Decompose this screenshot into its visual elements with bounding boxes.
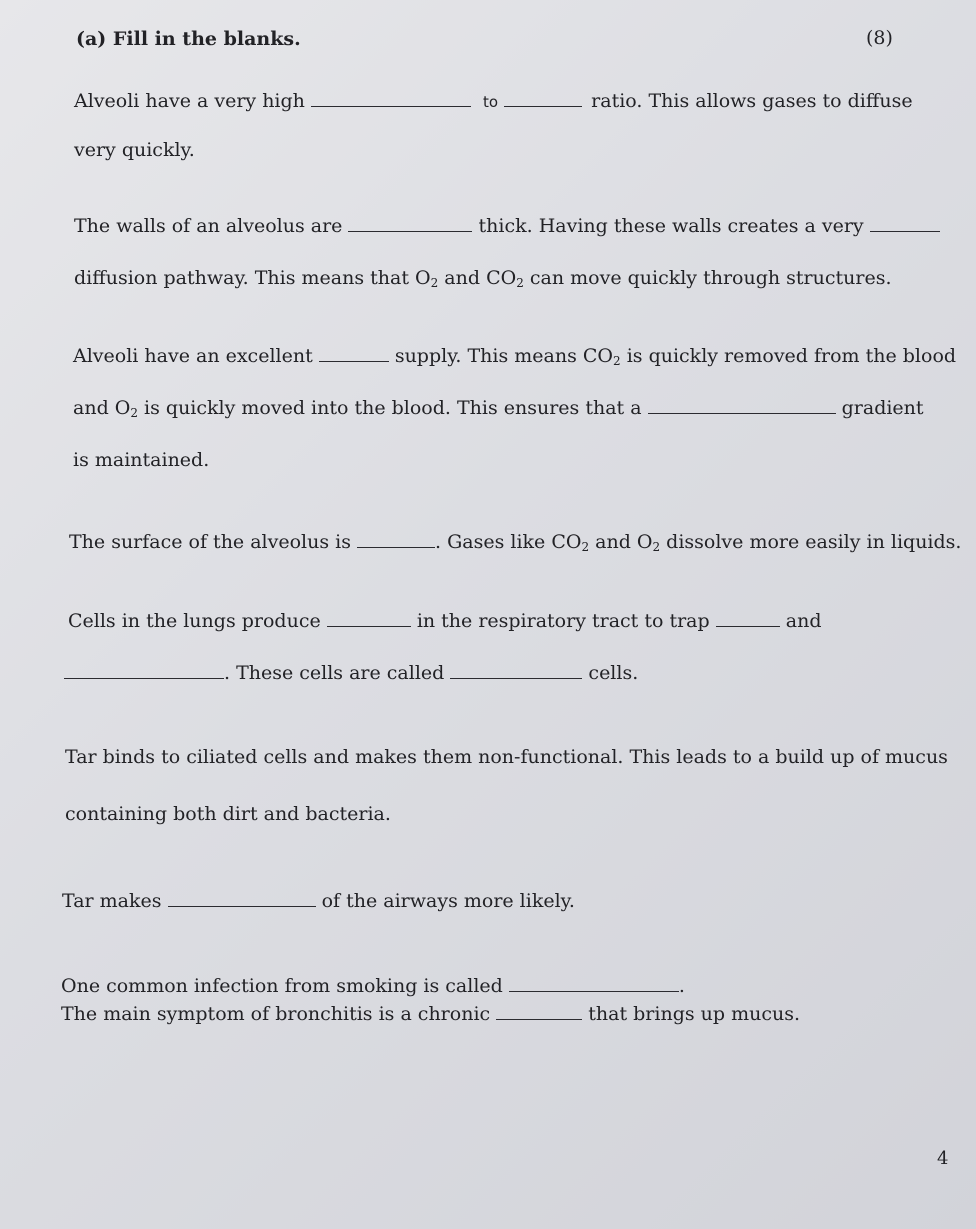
q1-blank-1[interactable] xyxy=(311,90,471,107)
q5-blank-4[interactable] xyxy=(450,662,582,679)
q5-text-1: Cells in the lungs produce xyxy=(68,610,321,632)
page-number: 4 xyxy=(937,1148,949,1169)
q2-o2: $O_2$ xyxy=(415,267,439,290)
sentence-q9-line1 xyxy=(61,1002,800,1026)
sentence-q8-line1 xyxy=(61,974,685,998)
q4-text-1: The surface of the alveolus is xyxy=(69,531,351,553)
q2-text-4: can move quickly through structures. xyxy=(523,267,892,289)
q1-text-3: ratio. This allows gases to diffuse xyxy=(591,90,913,112)
q4-blank-1[interactable] xyxy=(357,531,435,548)
q3-blank-1[interactable] xyxy=(319,345,389,362)
q1-blank-2[interactable] xyxy=(504,90,582,107)
q4-o2: $O_2$ xyxy=(636,531,661,554)
q2-and: and xyxy=(438,267,487,289)
q5-blank-1[interactable] xyxy=(327,610,411,627)
q5-text-5: cells. xyxy=(588,662,639,684)
q2-blank-2[interactable] xyxy=(870,215,940,232)
q9-blank-1[interactable] xyxy=(496,1003,582,1020)
sentence-q4-line1 xyxy=(69,530,961,559)
q4-co2: $CO_2$ xyxy=(551,531,590,554)
q3-text-1: Alveoli have an excellent xyxy=(73,345,313,367)
q8-text-2: . xyxy=(678,975,685,997)
q2-co2: $CO_2$ xyxy=(486,267,524,290)
sentence-q2-line2 xyxy=(74,266,892,295)
q3-text-5: is quickly moved into the blood. This ensures that a xyxy=(138,397,642,419)
q1-text-1: Alveoli have a very high xyxy=(74,90,305,112)
header-title: (a) Fill in the blanks. xyxy=(76,28,301,50)
q5-blank-2[interactable] xyxy=(716,610,780,627)
q7-blank-1[interactable] xyxy=(168,890,316,907)
sentence-q2-line1 xyxy=(74,214,940,238)
q3-text-3: is quickly removed from the blood xyxy=(620,345,957,367)
q3-text-4: and xyxy=(73,397,109,419)
marks-label: (8) xyxy=(866,27,893,49)
q2-text-3: diffusion pathway. This means that xyxy=(74,267,409,289)
sentence-q1-line1 xyxy=(74,89,913,114)
q5-text-3: and xyxy=(785,610,822,632)
q5-blank-3[interactable] xyxy=(64,662,224,679)
q4-text-4: dissolve more easily in liquids. xyxy=(660,531,962,553)
q2-text-2: thick. Having these walls creates a very xyxy=(478,215,864,237)
q7-text-1: Tar makes xyxy=(62,890,162,912)
q5-text-4: . These cells are called xyxy=(224,662,445,684)
q3-text-6: gradient xyxy=(841,397,924,419)
q3-text-2: supply. This means xyxy=(394,345,577,367)
q7-text-2: of the airways more likely. xyxy=(321,890,575,912)
q1-text-2: to xyxy=(483,93,499,111)
sentence-q6-line2: containing both dirt and bacteria. xyxy=(65,803,391,825)
q8-blank-1[interactable] xyxy=(509,975,679,992)
q3-o2: $O_2$ xyxy=(114,397,138,420)
sentence-q7-line1 xyxy=(62,889,575,913)
sentence-q5-line2 xyxy=(64,661,638,685)
sentence-q3-line3: is maintained. xyxy=(73,449,210,471)
q9-text-2: that brings up mucus. xyxy=(588,1003,801,1025)
sentence-q5-line1 xyxy=(68,609,822,633)
q4-text-3: and xyxy=(589,531,637,553)
sentence-q3-line1 xyxy=(73,344,956,373)
q3-co2: $CO_2$ xyxy=(582,345,621,368)
q4-text-2: . Gases like xyxy=(435,531,546,553)
sentence-q6-line1: Tar binds to ciliated cells and makes them non-functional. This leads to a build up of mucus xyxy=(65,746,948,768)
q2-blank-1[interactable] xyxy=(348,215,472,232)
q5-text-2: in the respiratory tract to trap xyxy=(416,610,710,632)
q9-text-1: The main symptom of bronchitis is a chronic xyxy=(61,1003,491,1025)
q8-text-1: One common infection from smoking is called xyxy=(61,975,503,997)
sentence-q1-line2: very quickly. xyxy=(74,139,195,161)
q2-text-1: The walls of an alveolus are xyxy=(74,215,343,237)
q3-blank-2[interactable] xyxy=(648,397,836,414)
sentence-q3-line2 xyxy=(73,396,924,425)
